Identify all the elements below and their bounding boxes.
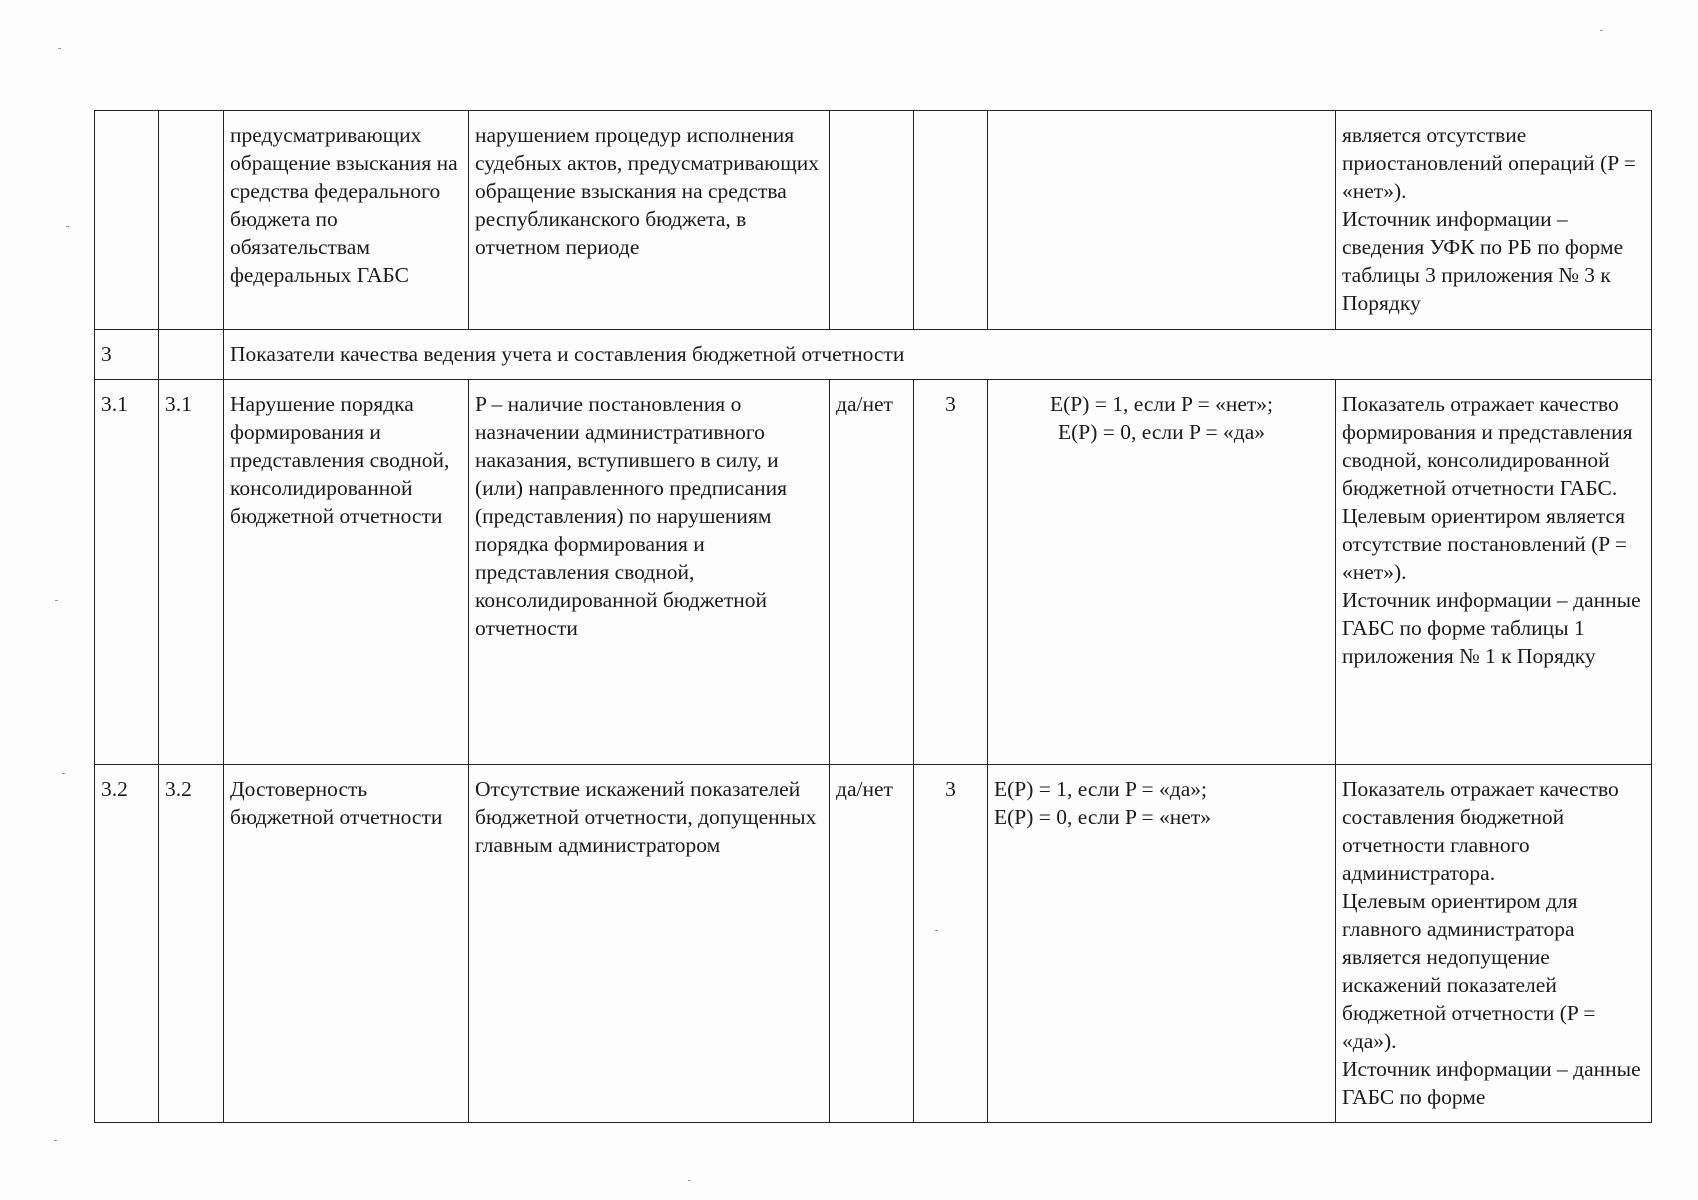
scan-speck (62, 773, 65, 774)
cell-calculation: Отсутствие искажений показателей бюджетной отчетности, допущенных главным администратором (469, 765, 830, 1123)
cell-calculation: P – наличие постановления о назначении административного наказания, вступившего в силу, и (или) направленного предписания (представления) по нарушениям порядка формирования и представления сводной, консолидированной бюджетной отчетности (469, 380, 830, 765)
scan-speck (55, 600, 58, 601)
cell-formula (988, 111, 1336, 330)
cell-comment: Показатель отражает качество составления бюджетной отчетности главного администратора. Целевым ориентиром для главного администратора является недопущение искажений показателей бюджетной отчетности (P = «да»). Источник информации – данные ГАБС по форме (1336, 765, 1652, 1123)
cell-comment: Показатель отражает качество формирования и представления сводной, консолидированной бюджетной отчетности ГАБС. Целевым ориентиром является отсутствие постановлений (P = «нет»). Источник информации – данные ГАБС по форме таблицы 1 приложения № 1 к Порядку (1336, 380, 1652, 765)
cell-weight: 3 (914, 380, 988, 765)
table-row (95, 765, 1652, 1123)
cell-subnumber: 3.1 (159, 380, 224, 765)
cell-unit (830, 111, 914, 330)
cell-weight (914, 111, 988, 330)
scan-speck (58, 48, 61, 49)
cell-subnumber: 3.2 (159, 765, 224, 1123)
cell-formula: E(P) = 1, если P = «нет»; E(P) = 0, если P = «да» (988, 380, 1336, 765)
cell-unit: да/нет (830, 380, 914, 765)
scan-speck (54, 1140, 57, 1141)
table-row (95, 380, 1652, 765)
table-row-continuation (95, 111, 1652, 330)
scan-speck (1600, 30, 1603, 31)
cell-number: 3.2 (95, 765, 159, 1123)
scan-speck (688, 1180, 691, 1181)
cell-calculation: нарушением процедур исполнения судебных актов, предусматривающих обращение взыскания на средства республиканского бюджета, в отчетном периоде (469, 111, 830, 330)
cell-comment: является отсутствие приостановлений операций (P = «нет»). Источник информации – сведения УФК по РБ по форме таблицы 3 приложения № 3 к Порядку (1336, 111, 1652, 330)
cell-weight: 3 (914, 765, 988, 1123)
cell-formula: E(P) = 1, если P = «да»; E(P) = 0, если P = «нет» (988, 765, 1336, 1123)
cell-indicator-name: Достоверность бюджетной отчетности (224, 765, 469, 1123)
cell-number (95, 111, 159, 330)
cell-subnumber (159, 111, 224, 330)
scan-speck (935, 930, 938, 931)
cell-indicator-name: предусматривающих обращение взыскания на средства федерального бюджета по обязательствам федеральных ГАБС (224, 111, 469, 330)
cell-unit: да/нет (830, 765, 914, 1123)
cell-number: 3.1 (95, 380, 159, 765)
table-row-section (95, 330, 1652, 380)
indicators-table (94, 110, 1652, 1123)
section-title: Показатели качества ведения учета и составления бюджетной отчетности (224, 330, 1652, 380)
section-empty-cell (159, 330, 224, 380)
cell-indicator-name: Нарушение порядка формирования и представления сводной, консолидированной бюджетной отчетности (224, 380, 469, 765)
scan-speck (66, 226, 69, 227)
section-number: 3 (95, 330, 159, 380)
